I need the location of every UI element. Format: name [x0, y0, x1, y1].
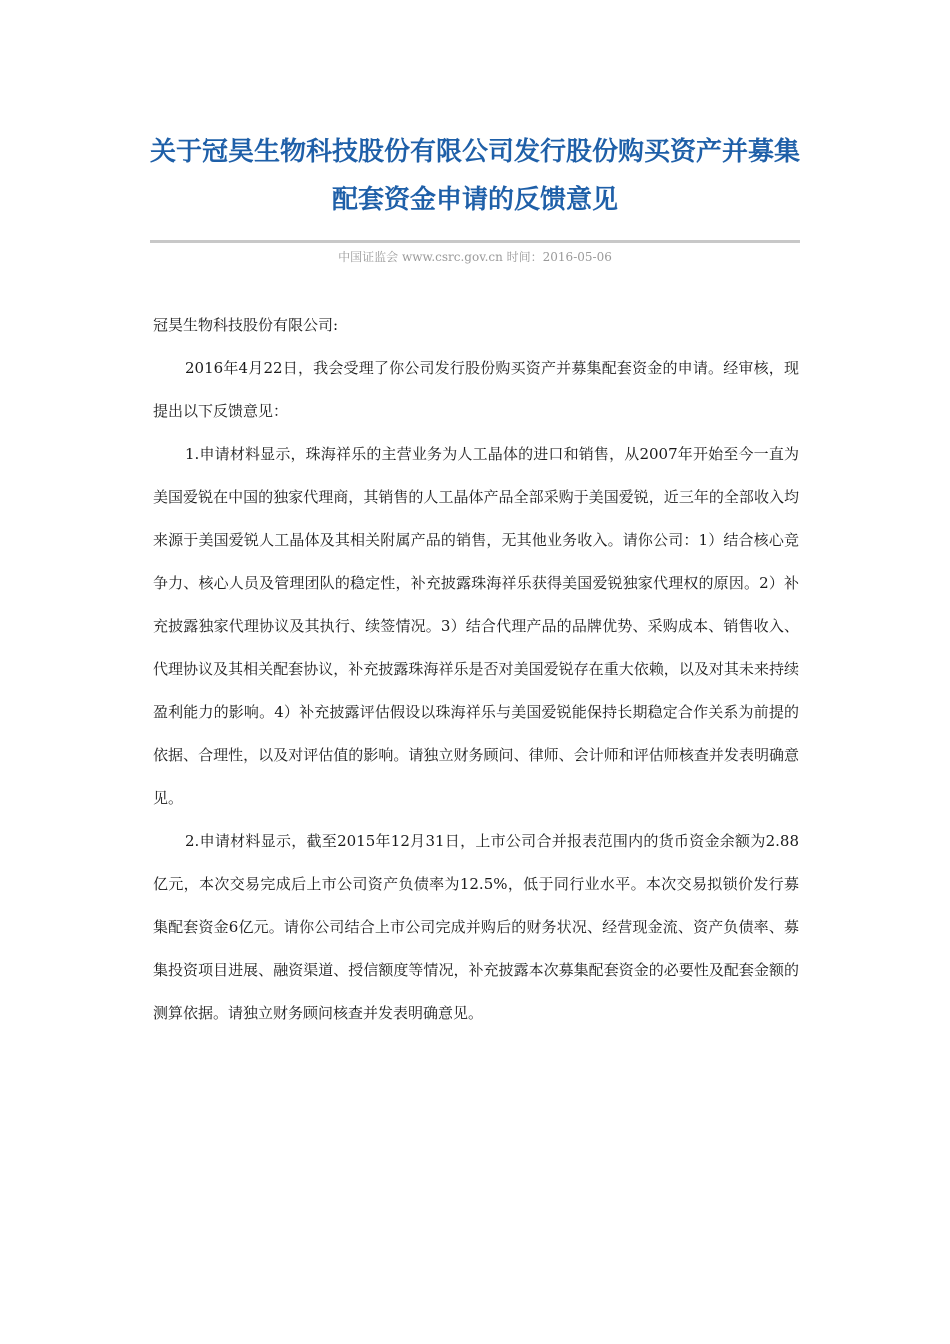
salutation: 冠昊生物科技股份有限公司:	[153, 316, 339, 334]
feedback-item-1: 1.申请材料显示，珠海祥乐的主营业务为人工晶体的进口和销售，从2007年开始至今一直为美国爱锐在中国的独家代理商，其销售的人工晶体产品全部采购于美国爱锐，近三年的全部收入均来源于美国爱锐人工晶体及其相关附属产品的销售，无其他业务收入。请你公司：1）结合核心竞争力、核心人员及管理团队的稳定性，补充披露珠海祥乐获得美国爱锐独家代理权的原因。2）补充披露独家代理协议及其执行、续签情况。3）结合代理产品的品牌优势、采购成本、销售收入、代理协议及其相关配套协议，补充披露珠海祥乐是否对美国爱锐存在重大依赖，以及对其未来持续盈利能力的影响。4）补充披露评估假设以珠海祥乐与美国爱锐能保持长期稳定合作关系为前提的依据、合理性，以及对评估值的影响。请独立财务顾问、律师、会计师和评估师核查并发表明确意见。	[153, 445, 799, 807]
document-title: 关于冠昊生物科技股份有限公司发行股份购买资产并募集配套资金申请的反馈意见	[150, 137, 801, 215]
title-divider	[150, 240, 800, 243]
feedback-item-2: 2.申请材料显示，截至2015年12月31日，上市公司合并报表范围内的货币资金余额为2.88亿元，本次交易完成后上市公司资产负债率为12.5%，低于同行业水平。本次交易拟锁价发行募集配套资金6亿元。请你公司结合上市公司完成并购后的财务状况、经营现金流、资产负债率、募集投资项目进展、融资渠道、授信额度等情况，补充披露本次募集配套资金的必要性及配套金额的测算依据。请独立财务顾问核查并发表明确意见。	[153, 832, 799, 1022]
source-meta: 中国证监会 www.csrc.gov.cn 时间：2016-05-06	[338, 250, 612, 264]
intro-paragraph: 2016年4月22日，我会受理了你公司发行股份购买资产并募集配套资金的申请。经审核，现提出以下反馈意见：	[153, 359, 799, 420]
document-body	[153, 304, 799, 1035]
